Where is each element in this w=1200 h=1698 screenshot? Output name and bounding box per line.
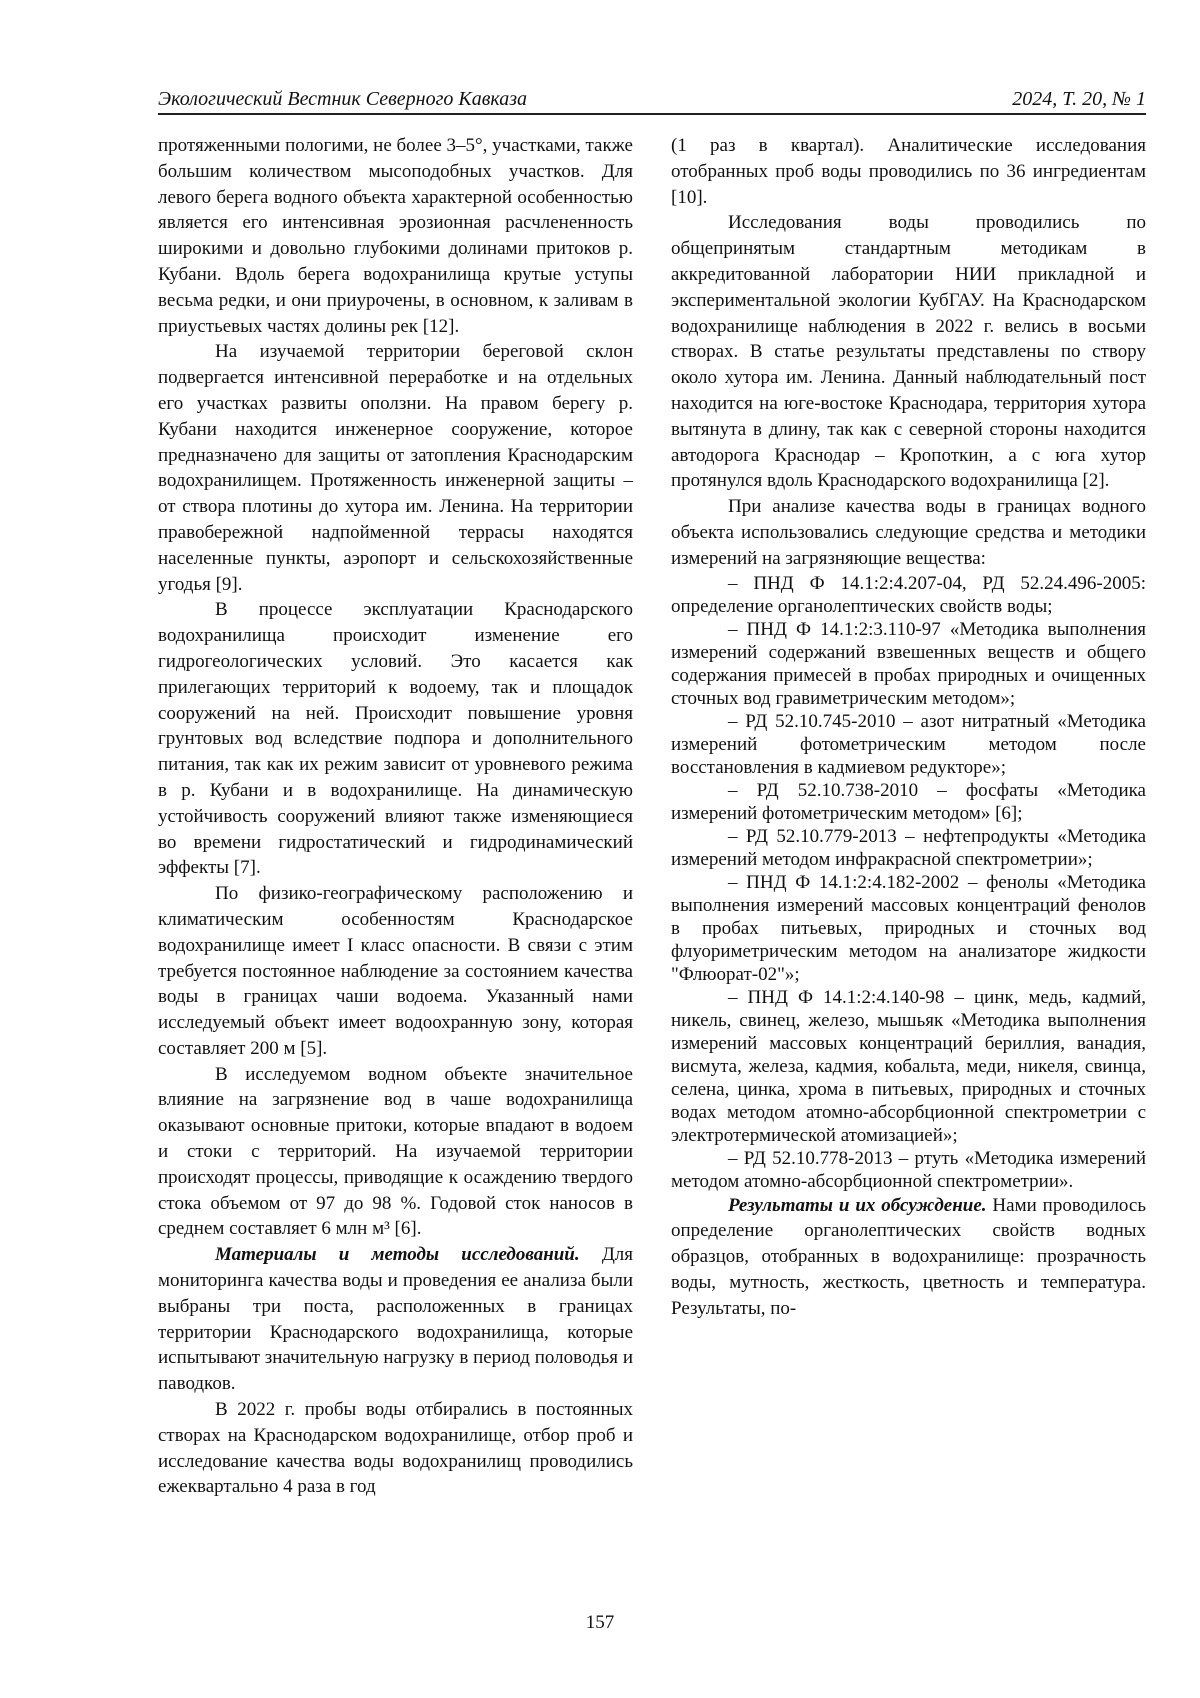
header-rule xyxy=(158,113,1146,115)
issue-info: 2024, Т. 20, № 1 xyxy=(1012,88,1146,110)
method-list-item: – ПНД Ф 14.1:2:4.140-98 – цинк, медь, кадмий, никель, свинец, железо, мышьяк «Методика выполнения измерений массовых концентраций бериллия, ванадия, висмута, железа, кадмия, кобальта, меди, никеля, свинца, селена, цинка, хрома в питьевых, природных и сточных водах методом атомно-абсорбционной спектрометрии с электротермической атомизацией»; xyxy=(671,986,1146,1146)
section-heading-results: Результаты и их обсуждение. xyxy=(728,1194,987,1216)
paragraph: (1 раз в квартал). Аналитические исследования отобранных проб воды проводились по 36 ингредиентам [10]. xyxy=(671,135,1146,208)
method-list-item: – РД 52.10.778-2013 – ртуть «Методика измерений методом атомно-абсорбционной спектрометрии». xyxy=(671,1147,1146,1192)
running-header xyxy=(158,84,1146,114)
results-text: Нами проводилось определение органолептических свойств водных образцов, отобранных в водохранилище: прозрачность воды, мутность, жесткость, цветность и температура. Результаты, по- xyxy=(671,1194,1147,1319)
section-heading-methods: Материалы и методы исследований. xyxy=(215,1244,580,1266)
results-paragraph xyxy=(671,1193,1146,1322)
paragraph: При анализе качества воды в границах водного объекта использовались следующие средства и методики измерений на загрязняющие вещества: xyxy=(671,496,1146,569)
journal-title: Экологический Вестник Северного Кавказа xyxy=(158,88,528,110)
paragraph: На изучаемой территории береговой склон подвергается интенсивной переработке и на отдельных его участках развиты оползни. На правом берегу р. Кубани находится инженерное сооружение, которое предназначено для защиты от затопления Краснодарским водохранилищем. Протяженность инженерной защиты – от створа плотины до хутора им. Ленина. На территории правобережной надпойменной террасы находятся населенные пункты, аэропорт и сельскохозяйственные угодья [9]. xyxy=(158,341,633,595)
paragraph: В процессе эксплуатации Краснодарского водохранилища происходит изменение его гидрогеологических условий. Это касается как прилегающих территорий к водоему, так и площадок сооружений на ней. Происходит повышение уровня грунтовых вод вследствие подпора и дополнительного питания, так как их режим зависит от уровневого режима в р. Кубани и в водохранилище. На динамическую устойчивость сооружений влияют также изменяющиеся во времени гидростатический и гидродинамический эффекты [7]. xyxy=(158,599,633,879)
paragraph: В 2022 г. пробы воды отбирались в постоянных створах на Краснодарском водохранилище, отбор проб и исследование качества воды водохранилищ проводились ежеквартально 4 раза в год xyxy=(158,1399,633,1498)
method-list-item: – РД 52.10.779-2013 – нефтепродукты «Методика измерений методом инфракрасной спектрометрии»; xyxy=(671,825,1146,870)
paragraph: В исследуемом водном объекте значительное влияние на загрязнение вод в чаше водохранилища оказывают основные притоки, которые впадают в водоем и стоки с территорий. На изучаемой территории происходят процессы, приводящие к осаждению твердого стока объемом от 97 до 98 %. Годовой сток наносов в среднем составляет 6 млн м³ [6]. xyxy=(158,1063,633,1240)
paragraph: протяженными пологими, не более 3–5°, участками, также большим количеством мысоподобных участков. Для левого берега водного объекта характерной особенностью является его интенсивная эрозионная расчлененность широкими и довольно глубокими долинами притоков р. Кубани. Вдоль берега водохранилища крутые уступы весьма редки, и они приурочены, в основном, к заливам в приустьевых частях долины рек [12]. xyxy=(158,135,633,337)
method-list-item: – РД 52.10.745-2010 – азот нитратный «Методика измерений фотометрическим методом после восстановления в кадмиевом редукторе»; xyxy=(671,710,1146,778)
method-list-item: – ПНД Ф 14.1:2:4.182-2002 – фенолы «Методика выполнения измерений массовых концентраций фенолов в пробах питьевых, природных и сточных вод флуориметрическим методом на анализаторе жидкости "Флюорат-02"»; xyxy=(671,871,1146,985)
paragraph: Исследования воды проводились по общепринятым стандартным методикам в аккредитованной лаборатории НИИ прикладной и экспериментальной экологии КубГАУ. На Краснодарском водохранилище наблюдения в 2022 г. велись в восьми створах. В статье результаты представлены по створу около хутора им. Ленина. Данный наблюдательный пост находится на юге-востоке Краснодара, территория хутора вытянута в длину, так как с северной стороны находится автодорога Краснодар – Кропоткин, а с юга хутор протянулся вдоль Краснодарского водохранилища [2]. xyxy=(671,212,1146,492)
method-list-item: – ПНД Ф 14.1:2:4.207-04, РД 52.24.496-2005: определение органолептических свойств воды; xyxy=(671,572,1146,617)
paragraph: По физико-географическому расположению и климатическим особенностям Краснодарское водохранилище имеет I класс опасности. В связи с этим требуется постоянное наблюдение за состоянием качества воды в границах чаши водоема. Указанный нами исследуемый объект имеет водоохранную зону, которая составляет 200 м [5]. xyxy=(158,883,633,1059)
right-column xyxy=(671,133,1146,1322)
method-list-item: – РД 52.10.738-2010 – фосфаты «Методика измерений фотометрическим методом» [6]; xyxy=(671,779,1146,824)
methods-text: Для мониторинга качества воды и проведения ее анализа были выбраны три поста, расположенных в границах территории Краснодарского водохранилища, которые испытывают значительную нагрузку в период половодья и паводков. xyxy=(158,1244,633,1395)
left-column xyxy=(158,133,633,1500)
page-number: 157 xyxy=(585,1612,615,1633)
method-list-item: – ПНД Ф 14.1:2:3.110-97 «Методика выполнения измерений содержаний взвешенных веществ и общего содержания примесей в пробах природных и очищенных сточных вод гравиметрическим методом»; xyxy=(671,618,1146,709)
methods-paragraph xyxy=(158,1242,633,1397)
